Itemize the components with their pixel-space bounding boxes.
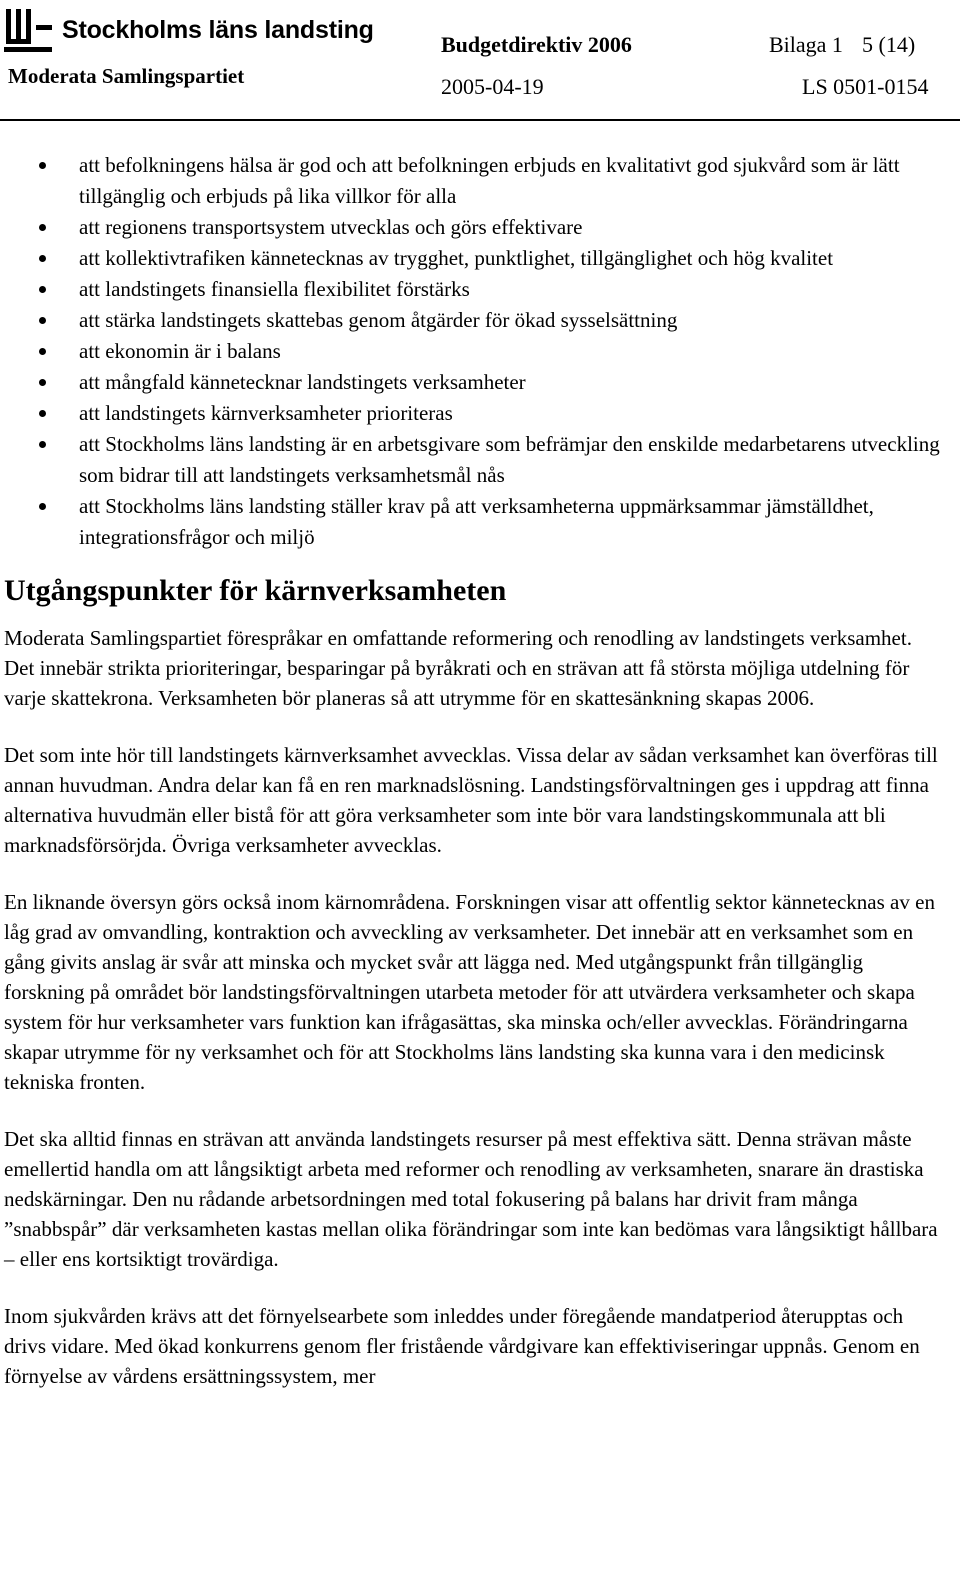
paragraph: Inom sjukvården krävs att det förnyelsearbete som inleddes under föregående mandatperiod återupptas och drivs vidare. Med ökad konkurrens genom fler fristående vårdgivare kan effektiviseringar uppnås. Genom en förnyelse av vårdens ersättningssystem, mer <box>4 1304 920 1388</box>
bullet-icon <box>39 348 46 355</box>
list-item <box>4 150 946 212</box>
list-item <box>4 367 946 398</box>
document-date: 2005-04-19 <box>441 74 544 99</box>
logo-text: Stockholms läns landsting <box>62 15 374 44</box>
goal-list <box>4 150 946 553</box>
logo <box>4 4 374 56</box>
page-number: 5 (14) <box>862 32 916 57</box>
list-item-text: att ekonomin är i balans <box>79 339 281 363</box>
list-item <box>4 429 946 491</box>
bullet-icon <box>39 162 46 169</box>
list-item <box>4 305 946 336</box>
section-heading: Utgångspunkter för kärnverksamheten <box>4 574 507 607</box>
bullet-icon <box>39 503 46 510</box>
party-name: Moderata Samlingspartiet <box>8 64 245 88</box>
document-title: Budgetdirektiv 2006 <box>441 32 632 57</box>
list-item-text: att befolkningens hälsa är god och att befolkningen erbjuds en kvalitativt god sjukvård som är lätt tillgänglig och erbjuds på lika villkor för alla <box>79 153 900 208</box>
list-item <box>4 274 946 305</box>
paragraph: Moderata Samlingspartiet förespråkar en omfattande reformering och renodling av landstingets verksamhet. Det innebär strikta prioriteringar, besparingar på byråkrati och en strävan att få största möjliga utdelning för varje skattekrona. Verksamheten bör planeras så att utrymme för en skattesänkning skapas 2006. <box>4 626 912 710</box>
list-item-text: att landstingets kärnverksamheter prioriteras <box>79 401 453 425</box>
list-item-text: att Stockholms läns landsting ställer krav på att verksamheterna uppmärksammar jämställdhet, integrationsfrågor och miljö <box>79 494 874 549</box>
list-item <box>4 398 946 429</box>
bullet-icon <box>39 286 46 293</box>
bullet-icon <box>39 441 46 448</box>
bullet-icon <box>39 379 46 386</box>
list-item-text: att stärka landstingets skattebas genom åtgärder för ökad sysselsättning <box>79 308 678 332</box>
attachment-label: Bilaga 1 <box>769 32 843 57</box>
list-item-text: att kollektivtrafiken kännetecknas av trygghet, punktlighet, tillgänglighet och hög kvalitet <box>79 246 834 270</box>
list-item-text: att regionens transportsystem utvecklas och görs effektivare <box>79 215 583 239</box>
list-item <box>4 336 946 367</box>
crown-logo-icon <box>4 5 54 55</box>
list-item <box>4 243 946 274</box>
page-header <box>0 0 960 124</box>
list-item-text: att landstingets finansiella flexibilitet förstärks <box>79 277 470 301</box>
list-item <box>4 212 946 243</box>
list-item <box>4 491 946 553</box>
bullet-icon <box>39 224 46 231</box>
document-number: LS 0501-0154 <box>802 74 929 99</box>
bullet-icon <box>39 317 46 324</box>
paragraph: Det som inte hör till landstingets kärnverksamhet avvecklas. Vissa delar av sådan verksamhet kan överföras till annan huvudman. Andra delar kan få en ren marknadslösning. Landstingsförvaltningen ges i uppdrag att finna alternativa huvudmän eller bistå för att göra verksamheter som inte bör vara landstingskommunala att bli marknadsförsörjda. Övriga verksamheter avvecklas. <box>4 743 938 857</box>
list-item-text: att Stockholms läns landsting är en arbetsgivare som befrämjar den enskilde medarbetarens utveckling som bidrar till att landstingets verksamhetsmål nås <box>79 432 940 487</box>
paragraph: En liknande översyn görs också inom kärnområdena. Forskningen visar att offentlig sektor kännetecknas av en låg grad av omvandling, kontraktion och avveckling av verksamheter. Det innebär att en verksamhet som en gång givits anslag är svår att minska och mycket svår att lägga ned. Med utgångspunkt från tillgänglig forskning på området bör landstingsförvaltningen utarbeta metoder för att utvärdera verksamheter och skapa system för hur verksamheter vars funktion kan ifrågasättas, ska minska och/eller avvecklas. Förändringarna skapar utrymme för ny verksamhet och för att Stockholms läns landsting ska kunna vara i den medicinsk tekniska fronten. <box>4 890 935 1094</box>
bullet-icon <box>39 410 46 417</box>
bullet-icon <box>39 255 46 262</box>
page-body <box>4 150 946 1418</box>
list-item-text: att mångfald kännetecknar landstingets verksamheter <box>79 370 526 394</box>
header-divider <box>0 119 960 121</box>
paragraph: Det ska alltid finnas en strävan att använda landstingets resurser på mest effektiva sätt. Denna strävan måste emellertid handla om att långsiktigt arbeta med reformer och renodling av verksamheten, snarare än drastiska nedskärningar. Den nu rådande arbetsordningen med total fokusering på balans har drivit fram många ”snabbspår” där verksamheten kastas mellan olika förändringar som inte kan bedömas vara långsiktigt hållbara – eller ens kortsiktigt trovärdiga. <box>4 1127 938 1271</box>
